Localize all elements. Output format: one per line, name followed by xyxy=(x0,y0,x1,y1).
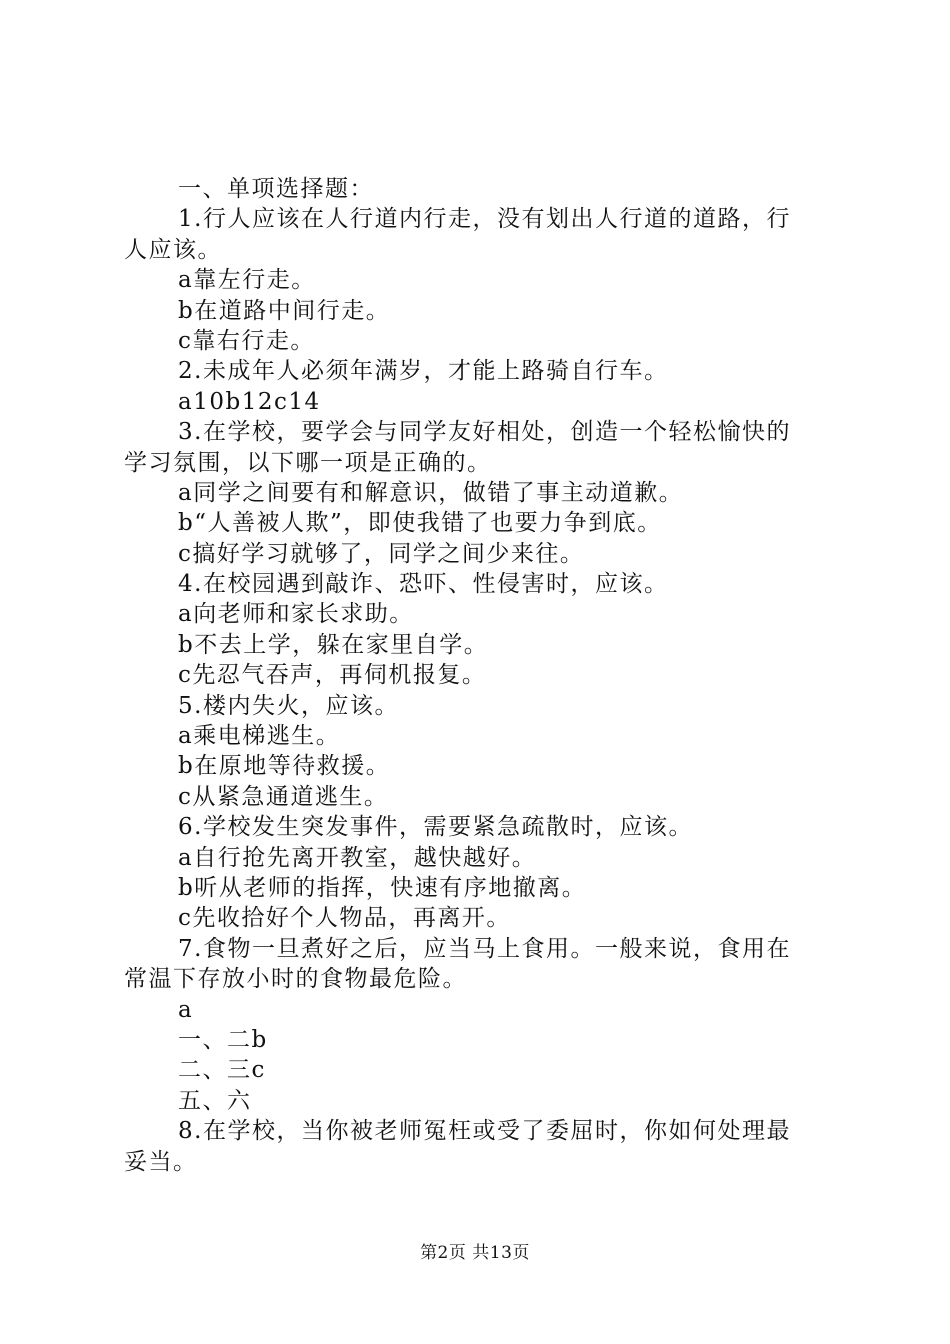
page-number: 第2页 共13页 xyxy=(420,1243,530,1263)
text-line: b不去上学，躲在家里自学。 xyxy=(178,631,489,658)
text-line: b“人善被人欺”，即使我错了也要力争到底。 xyxy=(178,510,662,537)
text-line: a xyxy=(178,996,194,1023)
text-line: 一、二b xyxy=(178,1026,268,1053)
text-line: a向老师和家长求助。 xyxy=(178,601,414,628)
text-line: a靠左行走。 xyxy=(178,267,316,294)
text-line: b听从老师的指挥，快速有序地撤离。 xyxy=(178,874,587,901)
text-line: 妥当。 xyxy=(124,1148,198,1175)
text-line: c靠右行走。 xyxy=(178,327,315,354)
text-line: 1.行人应该在人行道内行走，没有划出人行道的道路，行 xyxy=(178,206,791,233)
text-line: 6.学校发生突发事件，需要紧急疏散时，应该。 xyxy=(178,814,693,841)
text-line: b在原地等待救援。 xyxy=(178,753,391,780)
text-line: 5.楼内失火，应该。 xyxy=(178,692,399,719)
document-lines xyxy=(124,204,832,1177)
text-line: a乘电梯逃生。 xyxy=(178,723,341,750)
document-body xyxy=(124,174,832,1177)
text-line: 五、六 xyxy=(178,1087,252,1114)
text-line: a自行抢先离开教室，越快越好。 xyxy=(178,844,537,871)
text-line: 7.食物一旦煮好之后，应当马上食用。一般来说，食用在 xyxy=(178,935,791,962)
text-line: c先忍气吞声，再伺机报复。 xyxy=(178,662,487,689)
text-line: 8.在学校，当你被老师冤枉或受了委屈时，你如何处理最 xyxy=(178,1118,791,1145)
text-line: 学习氛围，以下哪一项是正确的。 xyxy=(124,449,492,476)
text-line: 二、三c xyxy=(178,1057,266,1084)
text-line: b在道路中间行走。 xyxy=(178,297,391,324)
text-line: 4.在校园遇到敲诈、恐吓、性侵害时，应该。 xyxy=(178,571,669,598)
text-line: a同学之间要有和解意识，做错了事主动道歉。 xyxy=(178,479,684,506)
text-line: a10b12c14 xyxy=(178,388,321,415)
text-line: c先收拾好个人物品，再离开。 xyxy=(178,905,511,932)
text-line: c从紧急通道逃生。 xyxy=(178,783,389,810)
section-heading: 一、单项选择题： xyxy=(178,176,374,202)
text-line: 2.未成年人必须年满岁，才能上路骑自行车。 xyxy=(178,358,669,385)
text-line: c搞好学习就够了，同学之间少来往。 xyxy=(178,540,585,567)
text-line: 3.在学校，要学会与同学友好相处，创造一个轻松愉快的 xyxy=(178,419,791,446)
text-line: 人应该。 xyxy=(124,236,222,263)
text-line: 常温下存放小时的食物最危险。 xyxy=(124,966,467,993)
